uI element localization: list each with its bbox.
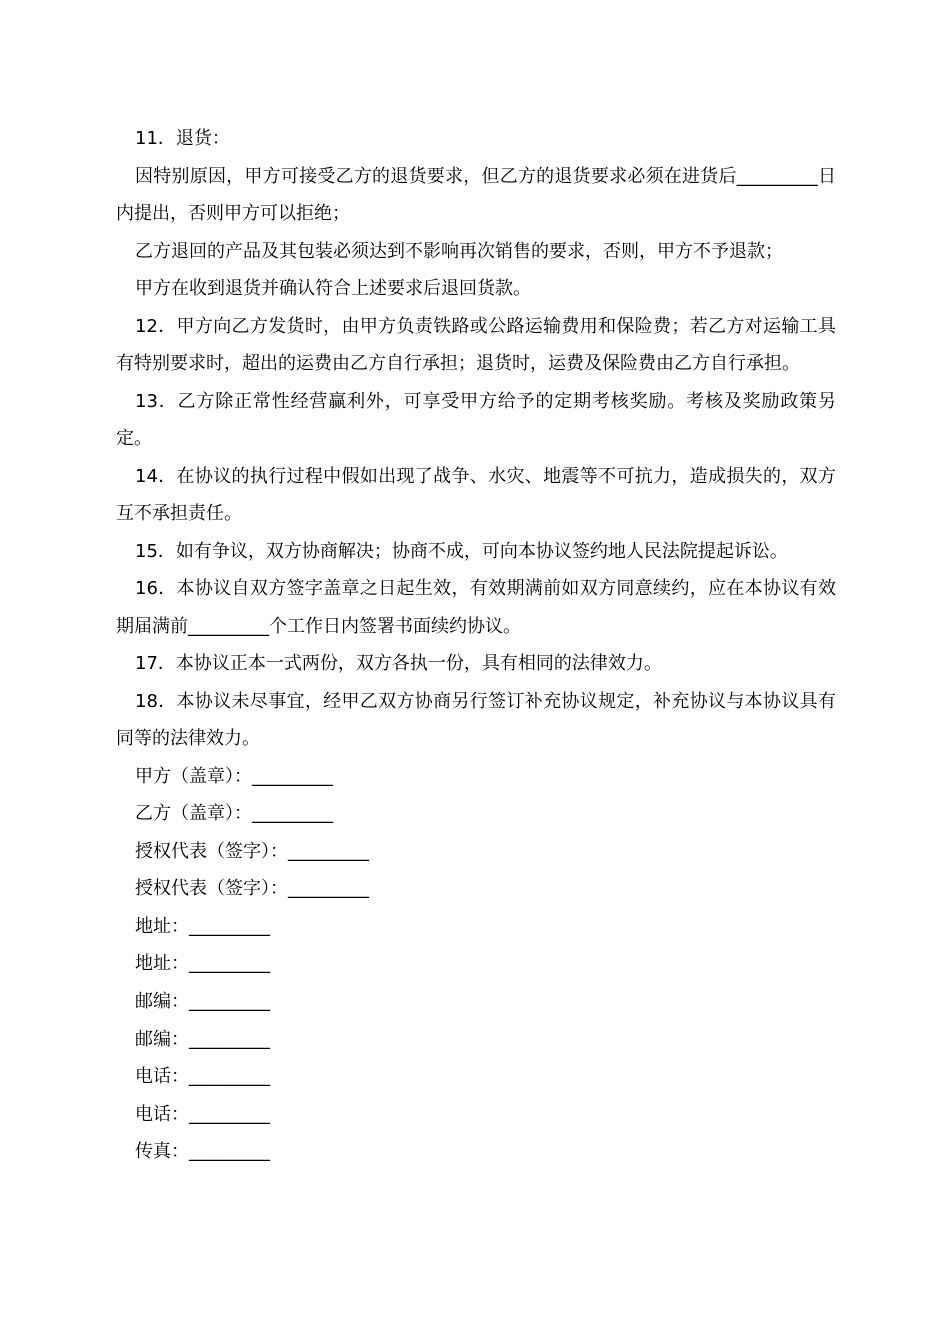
party-a-postcode-line: 邮编：_________ [135, 991, 270, 1013]
party-b-seal-line: 乙方（盖章）：_________ [135, 803, 333, 825]
document-body [116, 120, 836, 1171]
party-a-seal-line: 甲方（盖章）：_________ [135, 765, 333, 787]
party-b-postcode-line: 邮编：_________ [135, 1028, 270, 1050]
party-b-representative-line: 授权代表（签字）：_________ [135, 878, 369, 900]
signature-block [116, 758, 836, 1172]
clause-15: 15．如有争议，双方协商解决；协商不成，可向本协议签约地人民法院提起诉讼。 [135, 540, 788, 562]
clause-14: 14．在协议的执行过程中假如出现了战争、水灾、地震等不可抗力，造成损失的，双方互不承担责任。 [116, 465, 836, 524]
clause-18: 18．本协议未尽事宜，经甲乙双方协商另行签订补充协议规定，补充协议与本协议具有同等的法律效力。 [116, 690, 836, 749]
clause-12: 12．甲方向乙方发货时，由甲方负责铁路或公路运输费用和保险费；若乙方对运输工具有特别要求时，超出的运费由乙方自行承担；退货时，运费及保险费由乙方自行承担。 [116, 315, 836, 374]
clause-11-return-request: 因特别原因，甲方可接受乙方的退货要求，但乙方的退货要求必须在进货后_________日内提出，否则甲方可以拒绝； [116, 165, 836, 224]
clause-11-refund: 甲方在收到退货并确认符合上述要求后退回货款。 [135, 278, 531, 299]
clause-16: 16．本协议自双方签字盖章之日起生效，有效期满前如双方同意续约，应在本协议有效期届满前_________个工作日内签署书面续约协议。 [116, 578, 836, 637]
party-a-phone-line: 电话：_________ [135, 1066, 270, 1088]
party-a-address-line: 地址：_________ [135, 915, 270, 937]
fax-line: 传真：_________ [135, 1141, 270, 1163]
clause-17: 17．本协议正本一式两份，双方各执一份，具有相同的法律效力。 [135, 653, 662, 674]
clause-11-heading: 11．退货： [135, 128, 230, 149]
clause-11-return-condition: 乙方退回的产品及其包装必须达到不影响再次销售的要求，否则，甲方不予退款； [135, 240, 783, 262]
party-b-phone-line: 电话：_________ [135, 1103, 270, 1125]
clause-13: 13．乙方除正常性经营赢利外，可享受甲方给予的定期考核奖励。考核及奖励政策另定。 [116, 390, 836, 449]
party-b-address-line: 地址：_________ [135, 953, 270, 975]
party-a-representative-line: 授权代表（签字）：_________ [135, 840, 369, 862]
